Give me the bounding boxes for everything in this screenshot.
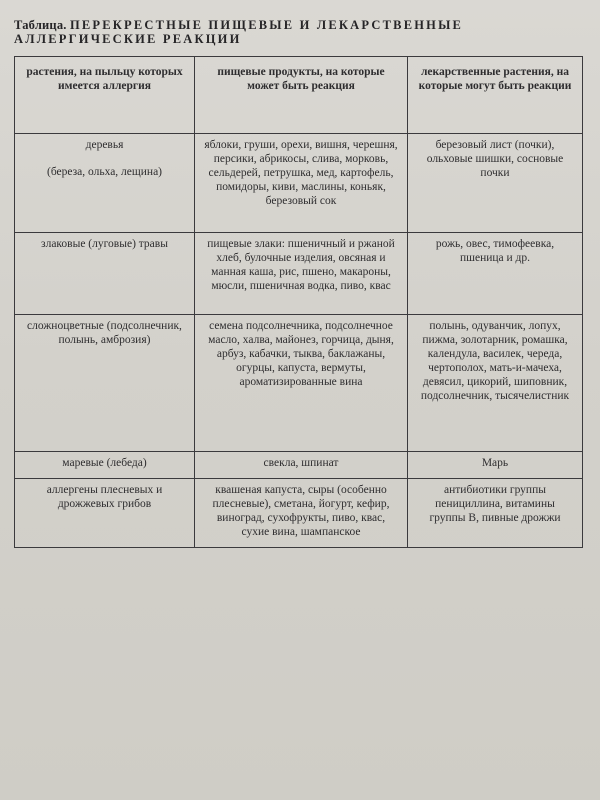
cross-allergy-table bbox=[14, 56, 583, 548]
plant-cell: аллергены плесневых и дрожжевых грибов bbox=[15, 479, 195, 548]
medicinal-cell: антибиотики группы пенициллина, витамины группы В, пивные дрожжи bbox=[408, 479, 583, 548]
plant-cell bbox=[15, 134, 195, 233]
medicinal-cell: березовый лист (почки), ольховые шишки, сосновые почки bbox=[408, 134, 583, 233]
plant-name: деревья bbox=[85, 139, 124, 151]
medicinal-cell: рожь, овес, тимофеевка, пшеница и др. bbox=[408, 233, 583, 315]
table-title bbox=[14, 18, 574, 46]
plant-detail: (береза, ольха, лещина) bbox=[47, 166, 162, 178]
table-row bbox=[15, 233, 583, 315]
header-medicinal: лекарственные растения, на которые могут быть реакции bbox=[408, 57, 583, 134]
food-cell: семена подсолнечника, подсолнечное масло, халва, майонез, горчица, дыня, арбуз, кабачки, тыква, баклажаны, огурцы, капуста, вермуты, ароматизированные вина bbox=[195, 315, 408, 452]
medicinal-cell: полынь, одуванчик, лопух, пижма, золотарник, ромашка, календула, василек, череда, чертополох, мать-и-мачеха, девясил, цикорий, шиповник, подсолнечник, тысячелистник bbox=[408, 315, 583, 452]
table-row bbox=[15, 452, 583, 479]
food-cell: квашеная капуста, сыры (особенно плесневые), сметана, йогурт, кефир, виноград, сухофрукты, пиво, квас, сухие вина, шампанское bbox=[195, 479, 408, 548]
food-cell: яблоки, груши, орехи, вишня, черешня, персики, абрикосы, слива, морковь, сельдерей, петрушка, мед, картофель, помидоры, киви, маслины, коньяк, березовый сок bbox=[195, 134, 408, 233]
medicinal-cell: Марь bbox=[408, 452, 583, 479]
plant-cell: сложноцветные (подсолнечник, полынь, амброзия) bbox=[15, 315, 195, 452]
header-plants: растения, на пыльцу которых имеется аллергия bbox=[15, 57, 195, 134]
plant-cell: маревые (лебеда) bbox=[15, 452, 195, 479]
plant-cell: злаковые (луговые) травы bbox=[15, 233, 195, 315]
title-lead: Таблица. bbox=[14, 18, 67, 32]
table-row bbox=[15, 479, 583, 548]
table-header-row bbox=[15, 57, 583, 134]
table-row bbox=[15, 315, 583, 452]
header-food: пищевые продукты, на которые может быть реакция bbox=[195, 57, 408, 134]
food-cell: свекла, шпинат bbox=[195, 452, 408, 479]
table-row bbox=[15, 134, 583, 233]
title-text: ПЕРЕКРЕСТНЫЕ ПИЩЕВЫЕ И ЛЕКАРСТВЕННЫЕ АЛЛЕРГИЧЕСКИЕ РЕАКЦИИ bbox=[14, 18, 464, 46]
food-cell: пищевые злаки: пшеничный и ржаной хлеб, булочные изделия, овсяная и манная каша, рис, пшено, макароны, мюсли, пшеничная водка, пиво, квас bbox=[195, 233, 408, 315]
